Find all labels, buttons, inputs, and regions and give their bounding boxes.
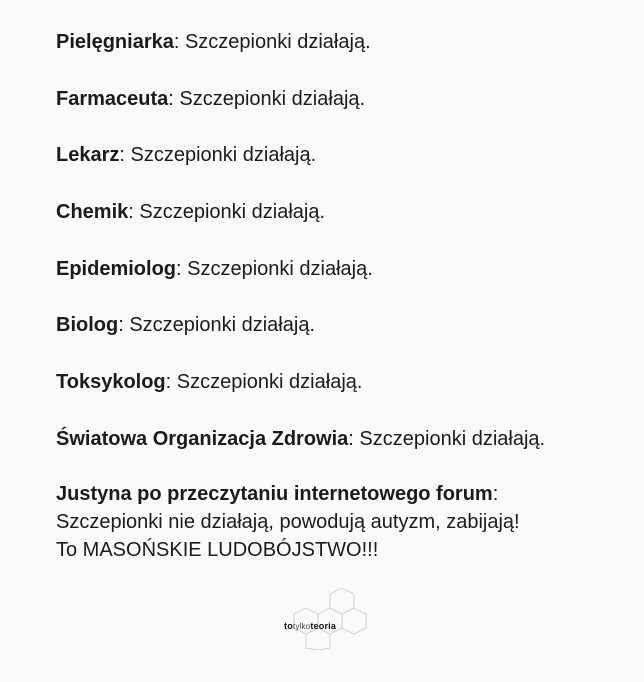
statement-line: [56, 423, 628, 455]
statement-line: [56, 139, 628, 171]
role-label: Pielęgniarka: [56, 31, 174, 53]
role-label: Lekarz: [56, 144, 120, 167]
statement-line: [56, 196, 628, 228]
statement-text: Szczepionki działają.: [359, 427, 546, 450]
statement-line: [56, 253, 628, 285]
role-label: Chemik: [56, 201, 129, 224]
separator: :: [176, 257, 182, 280]
separator: :: [348, 427, 354, 450]
statement-text: Szczepionki działają.: [179, 87, 366, 110]
final-role-label: Justyna po przeczytaniu internetowego forum: [56, 482, 493, 505]
final-role-line: [56, 480, 628, 508]
role-label: Farmaceuta: [56, 87, 169, 110]
statement-line: [56, 309, 628, 341]
separator: :: [119, 144, 125, 167]
separator: :: [173, 31, 180, 53]
separator: :: [168, 87, 174, 110]
statement-line: [56, 366, 628, 398]
statement-text: Szczepionki działają.: [187, 257, 373, 280]
statement-line: [56, 83, 628, 115]
totylkoteoria-logo: [278, 588, 370, 650]
statement-text: Szczepionki działają.: [184, 31, 371, 53]
statement-line: [56, 26, 628, 58]
final-quote-line-2: To MASOŃSKIE LUDOBÓJSTWO!!!: [56, 538, 379, 561]
statement-text: Szczepionki działają.: [176, 371, 363, 394]
final-separator: :: [492, 482, 499, 505]
logo-wordmark: totylkoteoria: [284, 621, 337, 631]
role-label: Toksykolog: [56, 371, 166, 394]
role-label: Biolog: [56, 314, 119, 337]
separator: :: [128, 201, 134, 224]
statements: [56, 26, 628, 564]
final-statement: [56, 480, 628, 564]
role-label: Epidemiolog: [56, 257, 176, 280]
separator: :: [165, 371, 172, 394]
statement-text: Szczepionki działają.: [129, 314, 315, 337]
role-label: Światowa Organizacja Zdrowia: [56, 427, 349, 450]
separator: :: [118, 314, 124, 337]
statement-text: Szczepionki działają.: [139, 201, 326, 224]
statement-text: Szczepionki działają.: [130, 144, 317, 167]
hexagon-pattern-icon: [278, 588, 370, 650]
final-quote-line-1: Szczepionki nie działają, powodują autyzm, zabijają!: [56, 510, 520, 533]
